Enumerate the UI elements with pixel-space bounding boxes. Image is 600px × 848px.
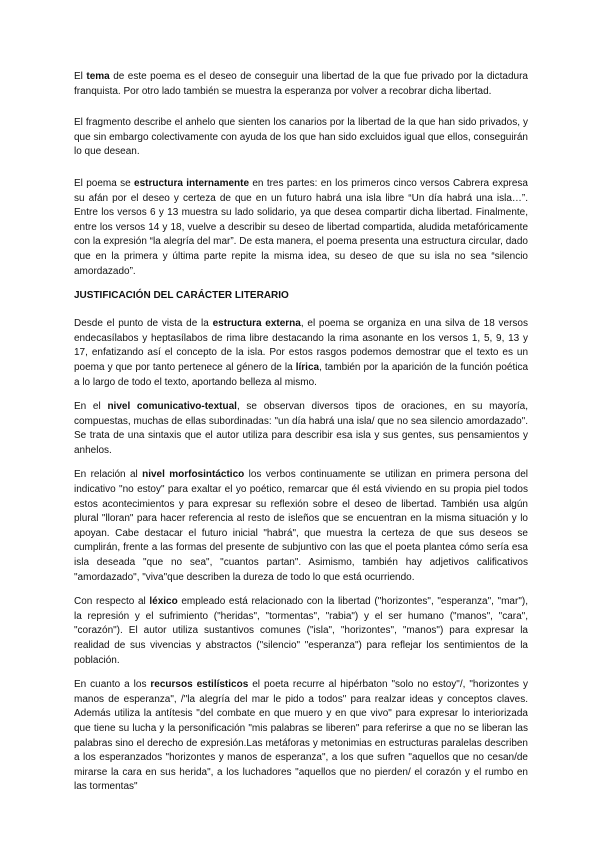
term-lirica: lírica [295,361,320,373]
paragraph-nivel-comunicativo: En el nivel comunicativo-textual, se observan diversos tipos de oraciones, en su mayoría, compuestas, muchas de ellas subordinadas: "un día habrá una isla/ que no sea silencio amordazado". Se trata de una sintaxis que el autor utiliza para describir esa isla y sus gentes, sus pensamientos y anhelos. [74,401,528,456]
term-tema: tema [86,71,110,82]
term-lexico: léxico [149,596,178,608]
paragraph-estructura-interna: El poema se estructura internamente en tres partes: en los primeros cinco versos Cabrera expresa su afán por el deseo y certeza de que en un futuro habrá una isla libre “Un día habrá una isla…”. Entre los versos 6 y 13 muestra su lado solidario, ya que desea compartir dicha libertad. Finalmente, entre los versos 14 y 18, vuelve a describir su deseo de libertad compartida, aludida metafóricamente con la expresión “la alegría del mar”. De esta manera, el poema presenta una estructura circular, dado que en la primera y última parte repite la misma idea, su deseo de que su isla no sea “silencio amordazado”. [74,177,528,277]
paragraph-lexico: Con respecto al léxico empleado está relacionado con la libertad ("horizontes", "esperanza", "mar"), la represión y el sufrimiento ("heridas", "tormentas", "rabia") y el ser humano ("manos", "cara", "corazón"). El autor utiliza sustantivos comunes ("isla", "horizontes", "manos") para expresar la realidad de sus vivencias y abstractos ("silencio" "esperanza") para reflejar los sentimientos de la población. [74,596,528,666]
term-estructura-interna: estructura internamente [134,177,250,189]
term-estructura-externa: estructura externa [212,318,301,330]
term-nivel-morfosintactico: nivel morfosintáctico [142,469,245,481]
paragraph-fragmento: El fragmento describe el anhelo que sienten los canarios por la libertad de la que han sido privados, y que sin embargo colectivamente con ayuda de los que han sido excluidos igual que ellos, conseguirán lo que desean. [74,117,528,158]
paragraph-estructura-externa: Desde el punto de vista de la estructura externa, el poema se organiza en una silva de 18 versos endecasílabos y heptasílabos de rima libre destacando la rima asonante en los versos 1, 5, 9, 13 y 17, enfatizando así el concepto de la isla. Por estos rasgos podemos demostrar que el texto es un poema y que por tanto pertenece al género de la lírica, también por la aparición de la función poética a lo largo de todo el texto, aportando belleza al mismo. [74,318,529,388]
term-nivel-comunicativo: nivel comunicativo-textual [107,401,237,413]
paragraph-recursos-estilisticos: En cuanto a los recursos estilísticos el poeta recurre al hipérbaton "solo no estoy"/, "horizontes y manos de esperanza", /"la alegría del mar le pido a todos" para realzar ideas y conceptos claves. Además utiliza la antítesis "del combate en que muero y en que vivo" para expresar lo interiorizada que tiene su lucha y la personificación "mis palabras se liberen" para referirse a que no se liberan las palabras sino el derecho de expresión.Las metáforas y metonimias en estructuras paralelas describen a los esperanzados "horizontes y manos de esperanza", a los que sufren "aquellos que no cesan/de mirarse la cara en sus herida", a los luchadores "aquellos que no pierden/ el corazón y el rumbo en las tormentas" [74,679,528,793]
section-heading: JUSTIFICACIÓN DEL CARÁCTER LITERARIO [74,290,289,302]
paragraph-tema: El tema de este poema es el deseo de conseguir una libertad de la que fue privado por la dictadura franquista. Por otro lado también se muestra la esperanza por volver a recobrar dicha libertad. [74,71,528,97]
term-recursos-estilisticos: recursos estilísticos [150,679,249,691]
document-body [74,70,528,795]
paragraph-nivel-morfosintactico: En relación al nivel morfosintáctico los verbos continuamente se utilizan en primera persona del indicativo "no estoy" para exaltar el yo poético, remarcar que él está viviendo en su propia piel todos estos acontecimientos y para expresar su reflexión sobre el deseo de libertad. También usa algún plural "lloran" para hacer referencia al resto de isleños que se encuentran en la misma situación y lo apoyan. Cabe destacar el futuro inicial "habrá", que muestra la certeza de que sus deseos se cumplirán, frente a las formas del presente de subjuntivo con las que el poeta plantea cómo sería esa isla deseada "que no sea", "cuantos partan". Asimismo, también hay adjetivos calificativos "amordazado", "viva"que describen la dureza de todo lo que está ocurriendo. [74,469,528,583]
